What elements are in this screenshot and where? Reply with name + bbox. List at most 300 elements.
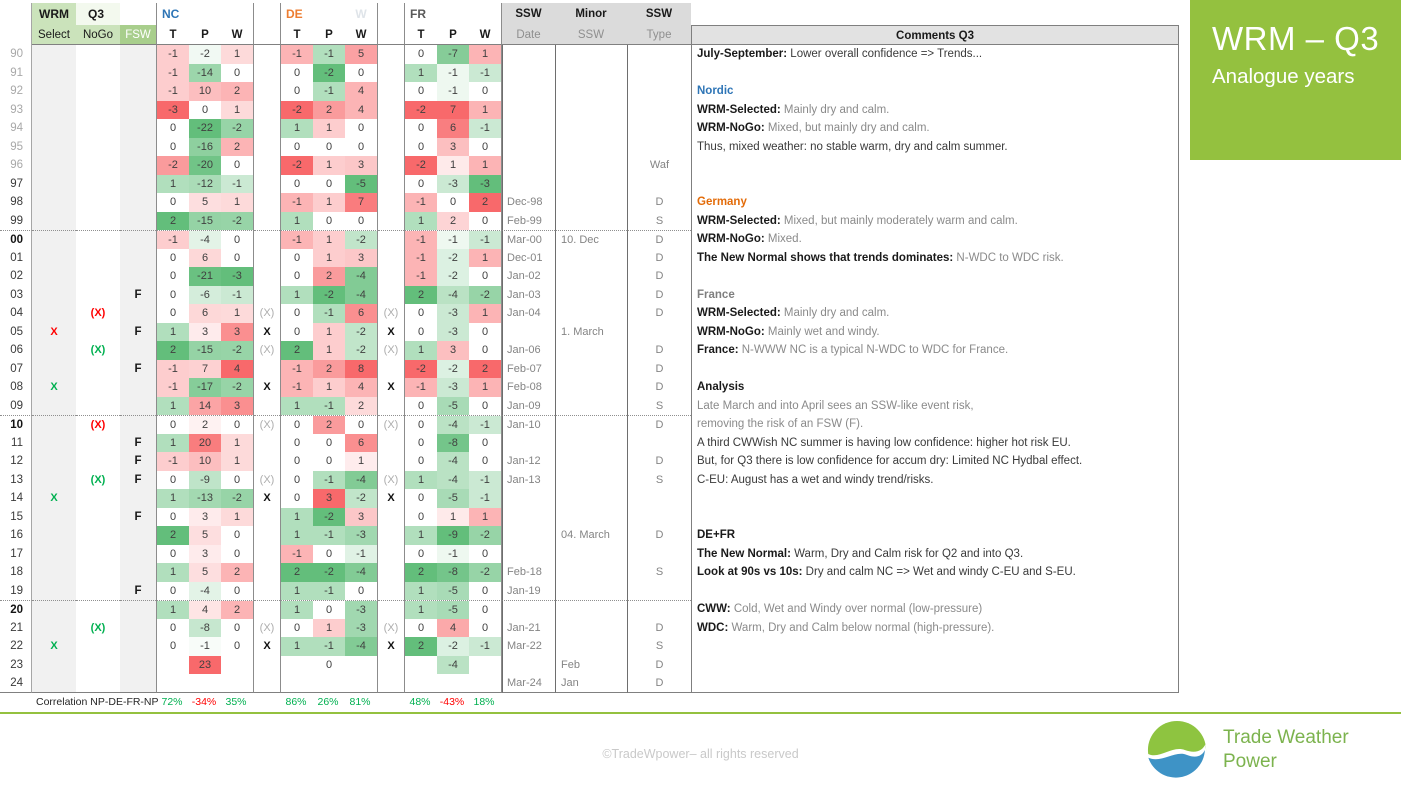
nogo-header: NoGo	[76, 25, 120, 45]
fsw-cell	[120, 378, 156, 397]
nc-t-cell: 0	[157, 286, 189, 305]
comment-cell	[691, 64, 1179, 83]
q3-nogo-cell	[76, 304, 120, 323]
de-p-cell: 1	[313, 341, 345, 360]
fr-t-cell: 0	[405, 45, 437, 64]
nc-group	[156, 119, 254, 138]
nc-de-exclude-marker	[254, 545, 280, 564]
nc-t-cell: 0	[157, 545, 189, 564]
table-row	[0, 286, 1179, 305]
de-p-cell: 2	[313, 101, 345, 120]
ssw-type-cell: D	[627, 619, 691, 638]
nc-w-cell: 0	[221, 231, 253, 249]
q3-nogo-cell	[76, 452, 120, 471]
table-row	[0, 471, 1179, 490]
comment-cell	[691, 545, 1179, 564]
fr-t-cell: 1	[405, 212, 437, 231]
fr-t-cell: -2	[405, 156, 437, 175]
de-p-cell: 0	[313, 601, 345, 619]
exclude-marker-text: X	[387, 640, 395, 652]
fr-t-cell: 0	[405, 489, 437, 508]
table-row	[0, 156, 1179, 175]
q3-nogo-cell	[76, 360, 120, 379]
ssw-type-cell	[627, 119, 691, 138]
de-group	[280, 82, 378, 101]
comment-segment: removing the risk of an FSW (F).	[697, 418, 864, 430]
nc-t-cell: 0	[157, 193, 189, 212]
q3-header: Q3	[76, 3, 120, 25]
fr-t-cell: 2	[405, 637, 437, 656]
de-fr-exclude-marker	[378, 415, 404, 434]
year-label: 91	[0, 64, 32, 83]
nc-w-cell: -2	[221, 341, 253, 360]
nc-de-exclude-marker	[254, 452, 280, 471]
fr-w-cell	[469, 656, 501, 675]
comment-segment: Mixed, but mainly dry and calm.	[764, 122, 930, 134]
fr-p-cell: -1	[437, 231, 469, 249]
comment-segment: Mixed, but mainly moderately warm and calm.	[780, 214, 1018, 227]
de-fr-exclude-marker	[378, 249, 404, 268]
comment-segment: WRM-Selected:	[697, 103, 781, 116]
de-t-cell: 0	[281, 138, 313, 157]
nc-group	[156, 101, 254, 120]
de-p-cell: 0	[313, 452, 345, 471]
q3-nogo-marker: (X)	[90, 473, 106, 486]
comment-segment: N-WDC to WDC risk.	[953, 251, 1064, 264]
q3-nogo-cell	[76, 378, 120, 397]
de-group	[280, 267, 378, 286]
year-label: 96	[0, 156, 32, 175]
q3-nogo-cell	[76, 656, 120, 675]
fr-t-cell: -1	[405, 231, 437, 249]
nc-t-cell: 0	[157, 119, 189, 138]
q3-nogo-cell	[76, 674, 120, 693]
year-label: 03	[0, 286, 32, 305]
comment-segment: WRM-NoGo:	[697, 233, 765, 245]
comment-cell	[691, 397, 1179, 416]
nc-w-cell: -2	[221, 489, 253, 508]
ssw-type-cell	[627, 45, 691, 64]
nc-w-cell: -2	[221, 212, 253, 231]
wrm-select-cell	[32, 452, 76, 471]
fr-w-cell: 0	[469, 397, 501, 416]
fr-t-cell: 1	[405, 64, 437, 83]
q3-nogo-cell	[76, 600, 120, 619]
comment-cell	[691, 674, 1179, 693]
nc-w-cell: 0	[221, 64, 253, 83]
nc-group	[156, 452, 254, 471]
region-label-fr: FR	[410, 7, 426, 21]
fsw-marker: F	[134, 510, 142, 523]
wrm-select-cell	[32, 230, 76, 249]
fr-group	[404, 138, 502, 157]
ssw-date-cell: Jan-02	[502, 267, 555, 286]
fr-t-cell: 0	[405, 138, 437, 157]
wrm-select-cell	[32, 434, 76, 453]
nc-group	[156, 138, 254, 157]
ssw-type-cell	[627, 323, 691, 342]
de-fr-exclude-marker	[378, 378, 404, 397]
logo-line1: Trade Weather	[1223, 727, 1349, 748]
de-fr-exclude-marker	[378, 563, 404, 582]
comment-cell	[691, 304, 1179, 323]
ssw-type-cell: D	[627, 415, 691, 434]
de-w-cell: 4	[345, 101, 377, 120]
wrm-select-cell	[32, 249, 76, 268]
table-row	[0, 526, 1179, 545]
de-t-cell: 0	[281, 323, 313, 342]
q3-nogo-cell	[76, 563, 120, 582]
de-group	[280, 674, 378, 693]
de-w-cell: 3	[345, 508, 377, 527]
fr-p-cell: -2	[437, 637, 469, 656]
nc-t-cell: 0	[157, 582, 189, 601]
table-row	[0, 674, 1179, 693]
ssw-date-cell: Jan-21	[502, 619, 555, 638]
table-row	[0, 82, 1179, 101]
de-fr-exclude-marker	[378, 360, 404, 379]
de-w-cell: 0	[345, 138, 377, 157]
fr-w-cell: 1	[469, 156, 501, 175]
nc-group	[156, 526, 254, 545]
fr-w-cell: 0	[469, 82, 501, 101]
de-w-cell: -2	[345, 231, 377, 249]
wrm-select-cell	[32, 489, 76, 508]
nc-group	[156, 360, 254, 379]
ssw-type-cell	[627, 545, 691, 564]
nc-w-cell: 2	[221, 563, 253, 582]
minor-ssw-cell	[555, 175, 627, 194]
fr-t-cell: 0	[405, 434, 437, 453]
nc-p-cell: 3	[189, 545, 221, 564]
year-label: 90	[0, 45, 32, 64]
de-group	[280, 452, 378, 471]
fr-w-cell: -1	[469, 231, 501, 249]
fr-w-cell: 0	[469, 212, 501, 231]
fsw-cell	[120, 360, 156, 379]
exclude-marker-text: X	[387, 325, 395, 338]
table-row	[0, 45, 1179, 64]
title-banner	[1190, 0, 1401, 160]
table-row	[0, 415, 1179, 434]
ssw-date-cell: Dec-98	[502, 193, 555, 212]
de-group	[280, 138, 378, 157]
nc-group	[156, 230, 254, 249]
correlation-group-fr	[404, 693, 502, 713]
de-w-cell: 6	[345, 304, 377, 323]
de-p-header: P	[325, 29, 333, 41]
nc-t-cell: -1	[157, 231, 189, 249]
fr-group	[404, 64, 502, 83]
fsw-marker: F	[134, 436, 142, 449]
exclude-marker-text: (X)	[259, 307, 275, 319]
comment-cell	[691, 45, 1179, 64]
ssw-type-cell	[627, 600, 691, 619]
fsw-cell	[120, 64, 156, 83]
de-t-cell: 1	[281, 286, 313, 305]
fr-t-cell: 0	[405, 508, 437, 527]
fr-t-cell: 1	[405, 582, 437, 601]
year-label: 02	[0, 267, 32, 286]
year-label: 23	[0, 656, 32, 675]
corner-cell-2	[0, 25, 32, 45]
q3-nogo-cell	[76, 582, 120, 601]
ssw-type-cell: D	[627, 360, 691, 379]
de-group	[280, 471, 378, 490]
de-t-cell: -1	[281, 193, 313, 212]
nc-p-cell: -16	[189, 138, 221, 157]
comment-segment: Lower overall confidence => Trends...	[787, 48, 983, 60]
ssw-type-cell: S	[627, 471, 691, 490]
de-group	[280, 101, 378, 120]
fsw-cell	[120, 212, 156, 231]
fr-t-cell: 0	[405, 397, 437, 416]
table-row	[0, 304, 1179, 323]
nc-w-cell: 4	[221, 360, 253, 379]
correlation-group-nc	[156, 693, 254, 713]
nc-de-exclude-marker	[254, 434, 280, 453]
de-t-cell: 0	[281, 416, 313, 434]
comment-segment: WDC:	[697, 621, 729, 634]
ssw-date-cell: Feb-99	[502, 212, 555, 231]
de-t-header: T	[293, 29, 301, 41]
fr-group	[404, 526, 502, 545]
de-t-cell: 0	[281, 619, 313, 638]
comment-cell	[691, 230, 1179, 249]
minor-ssw-cell	[555, 563, 627, 582]
year-label: 93	[0, 101, 32, 120]
de-p-cell: -1	[313, 526, 345, 545]
table-row	[0, 508, 1179, 527]
de-t-cell: -2	[281, 156, 313, 175]
minor-ssw-cell	[555, 249, 627, 268]
nc-t-cell: 0	[157, 637, 189, 656]
wrm-select-cell	[32, 378, 76, 397]
fr-w-cell: 2	[469, 360, 501, 379]
wrm-select-cell	[32, 600, 76, 619]
nc-group	[156, 341, 254, 360]
de-fr-exclude-marker	[378, 193, 404, 212]
nc-p-cell: -8	[189, 619, 221, 638]
minor-ssw-cell	[555, 138, 627, 157]
fr-w-cell: 0	[469, 545, 501, 564]
minor-ssw-cell: Jan	[555, 674, 627, 693]
de-w-cell: 4	[345, 82, 377, 101]
banner-title: WRM – Q3	[1212, 20, 1380, 57]
minor-ssw-cell: 10. Dec	[555, 230, 627, 249]
de-w-cell: 5	[345, 45, 377, 64]
wrm-select-cell	[32, 341, 76, 360]
table-row	[0, 193, 1179, 212]
fr-p-cell: -2	[437, 249, 469, 268]
correlation-spacer	[254, 693, 280, 713]
de-group	[280, 434, 378, 453]
fr-w-cell: 0	[469, 582, 501, 601]
nc-de-exclude-marker	[254, 64, 280, 83]
fr-p-cell: -9	[437, 526, 469, 545]
fr-t-cell: -1	[405, 193, 437, 212]
fr-group	[404, 619, 502, 638]
globe-wave-icon	[1146, 719, 1208, 781]
nc-w-cell: -2	[221, 119, 253, 138]
nc-group	[156, 674, 254, 693]
wrm-select-cell	[32, 526, 76, 545]
nc-de-exclude-marker	[254, 656, 280, 675]
minor-ssw-cell	[555, 64, 627, 83]
comment-cell	[691, 619, 1179, 638]
exclude-marker-text: (X)	[259, 473, 275, 486]
nc-w-cell: 1	[221, 101, 253, 120]
de-fr-exclude-marker	[378, 304, 404, 323]
nc-group	[156, 45, 254, 64]
nc-de-exclude-marker	[254, 563, 280, 582]
nc-p-cell: 5	[189, 563, 221, 582]
fr-t-cell: 0	[405, 82, 437, 101]
nc-p-cell: 10	[189, 82, 221, 101]
de-w-cell	[345, 656, 377, 675]
ssw-date-cell	[502, 489, 555, 508]
minor-ssw-cell	[555, 489, 627, 508]
minor-ssw-cell	[555, 193, 627, 212]
nc-p-cell: 6	[189, 304, 221, 323]
year-label: 22	[0, 637, 32, 656]
comment-cell	[691, 286, 1179, 305]
nc-p-cell: -15	[189, 212, 221, 231]
fr-p-cell: -7	[437, 45, 469, 64]
de-t-cell: 0	[281, 64, 313, 83]
table-row	[0, 341, 1179, 360]
de-p-cell: 0	[313, 138, 345, 157]
nc-t-cell: -1	[157, 452, 189, 471]
correlation-row	[0, 693, 1179, 713]
fr-t-cell: 0	[405, 416, 437, 434]
wrm-select-cell	[32, 397, 76, 416]
comment-cell	[691, 637, 1179, 656]
comment-cell	[691, 101, 1179, 120]
fr-group	[404, 212, 502, 231]
nc-w-cell: 1	[221, 193, 253, 212]
q3-nogo-cell	[76, 82, 120, 101]
nc-de-exclude-marker	[254, 230, 280, 249]
fsw-cell	[120, 156, 156, 175]
de-t-cell: 0	[281, 175, 313, 194]
nc-de-exclude-marker	[254, 193, 280, 212]
table-row	[0, 434, 1179, 453]
year-label: 10	[0, 415, 32, 434]
minor-ssw-cell: Feb	[555, 656, 627, 675]
fr-p-cell: -4	[437, 471, 469, 490]
comment-cell	[691, 119, 1179, 138]
de-fr-exclude-marker	[378, 582, 404, 601]
nc-p-cell: -2	[189, 45, 221, 64]
nc-t-cell: 1	[157, 434, 189, 453]
fr-group	[404, 156, 502, 175]
fr-p-cell: -1	[437, 545, 469, 564]
fr-group	[404, 582, 502, 601]
ssw-date-cell: Jan-19	[502, 582, 555, 601]
de-group	[280, 397, 378, 416]
de-group	[280, 323, 378, 342]
fr-group	[404, 45, 502, 64]
nc-group	[156, 323, 254, 342]
minor-ssw-cell: 04. March	[555, 526, 627, 545]
de-fr-exclude-marker	[378, 341, 404, 360]
nc-w-correlation: 35%	[225, 695, 247, 708]
corner-cell	[0, 3, 32, 25]
fr-group	[404, 563, 502, 582]
ssw-date-cell	[502, 434, 555, 453]
q3-nogo-cell	[76, 267, 120, 286]
nc-t-cell: 0	[157, 416, 189, 434]
fr-p-cell: -8	[437, 434, 469, 453]
wrm-select-cell	[32, 286, 76, 305]
de-group	[280, 489, 378, 508]
table-row	[0, 397, 1179, 416]
nc-group	[156, 545, 254, 564]
fr-t-cell: 0	[405, 119, 437, 138]
ssw-date-cell	[502, 508, 555, 527]
year-label: 01	[0, 249, 32, 268]
correlation-label: Correlation NP-DE-FR-NP	[36, 695, 159, 708]
fr-w-cell: 1	[469, 249, 501, 268]
nc-group	[156, 434, 254, 453]
comment-segment: France	[697, 288, 735, 301]
fr-p-cell: 1	[437, 156, 469, 175]
select-header: Select	[32, 25, 76, 45]
ssw-type-cell	[627, 101, 691, 120]
q3-nogo-marker: (X)	[90, 344, 106, 356]
table-row	[0, 230, 1179, 249]
ssw-date-cell	[502, 82, 555, 101]
ssw-type-cell	[627, 582, 691, 601]
de-p-cell: 3	[313, 489, 345, 508]
year-label: 07	[0, 360, 32, 379]
table-row	[0, 212, 1179, 231]
nc-group	[156, 212, 254, 231]
de-fr-exclude-marker	[378, 526, 404, 545]
fr-group	[404, 378, 502, 397]
ssw-date-cell	[502, 545, 555, 564]
de-p-cell: 0	[313, 656, 345, 675]
fr-group	[404, 674, 502, 693]
logo-text	[1223, 719, 1349, 781]
de-group	[280, 119, 378, 138]
comment-segment: Mainly dry and calm.	[780, 307, 890, 319]
fr-p-cell: 1	[437, 508, 469, 527]
de-w-cell: -4	[345, 637, 377, 656]
table-row	[0, 323, 1179, 342]
comment-cell	[691, 378, 1179, 397]
nc-p-cell: -4	[189, 582, 221, 601]
nc-w-cell: 0	[221, 471, 253, 490]
comment-cell	[691, 323, 1179, 342]
comment-segment: Nordic	[697, 85, 734, 97]
de-t-cell: 1	[281, 582, 313, 601]
comment-segment: WRM-Selected:	[697, 307, 781, 319]
de-fr-exclude-marker	[378, 489, 404, 508]
de-t-cell: 1	[281, 526, 313, 545]
nc-t-cell	[157, 674, 189, 692]
nc-p-cell: 6	[189, 249, 221, 268]
nc-de-exclude-marker	[254, 212, 280, 231]
nc-de-exclude-marker	[254, 156, 280, 175]
de-t-cell: -1	[281, 360, 313, 379]
fr-t-cell: -1	[405, 267, 437, 286]
nc-p-cell: -1	[189, 637, 221, 656]
de-w-cell: -4	[345, 563, 377, 582]
nc-t-cell: 0	[157, 471, 189, 490]
fr-w-cell: -2	[469, 286, 501, 305]
